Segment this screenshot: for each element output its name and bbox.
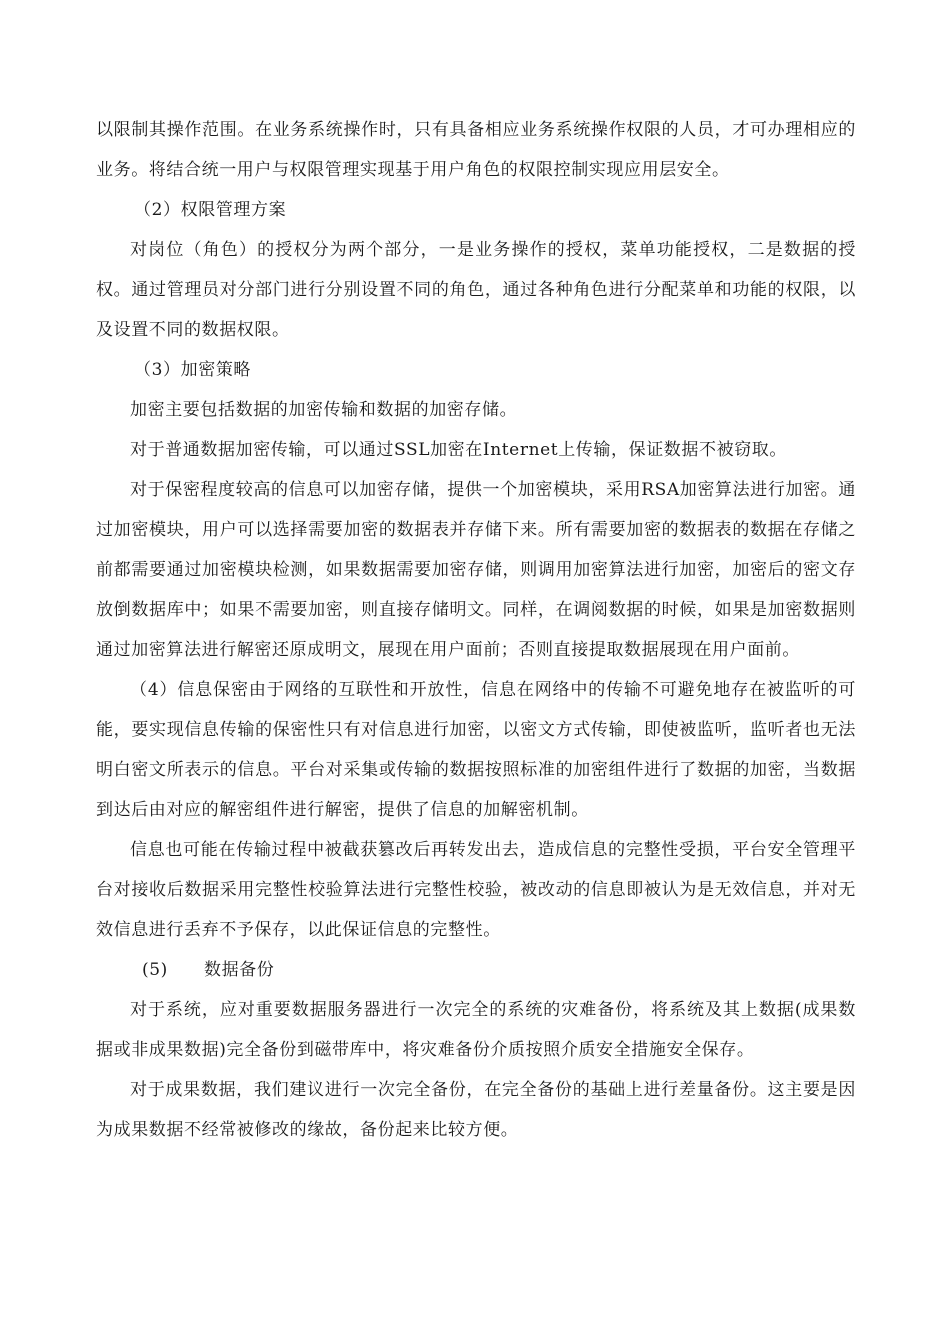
section-number: (5): [142, 960, 168, 980]
section-heading-encryption-strategy: [96, 350, 856, 390]
section-title: 权限管理方案: [180, 200, 287, 220]
section-number: （3）: [134, 360, 181, 380]
section-heading-data-backup: [96, 950, 856, 990]
paragraph-encryption-summary: 加密主要包括数据的加密传输和数据的加密存储。: [130, 400, 518, 420]
paragraph-information-confidentiality: （4）信息保密由于网络的互联性和开放性，信息在网络中的传输不可避免地存在被监听的可能，要实现信息传输的保密性只有对信息进行加密，以密文方式传输，即使被监听，监听者也无法明白密文所表示的信息。平台对采集或传输的数据按照标准的加密组件进行了数据的加密，当数据到达后由对应的解密组件进行解密，提供了信息的加解密机制。: [96, 680, 856, 820]
paragraph-access-control-intro: 以限制其操作范围。在业务系统操作时，只有具备相应业务系统操作权限的人员，才可办理相应的业务。将结合统一用户与权限管理实现基于用户角色的权限控制实现应用层安全。: [96, 120, 856, 180]
section-number: （2）: [134, 200, 181, 220]
document-body: [96, 110, 856, 1150]
section-title: 加密策略: [180, 360, 252, 380]
paragraph-integrity-verification: 信息也可能在传输过程中被截获篡改后再转发出去，造成信息的完整性受损，平台安全管理平台对接收后数据采用完整性校验算法进行完整性校验，被改动的信息即被认为是无效信息，并对无效信息进行丢弃不予保存，以此保证信息的完整性。: [96, 840, 856, 940]
paragraph-role-authorization: 对岗位（角色）的授权分为两个部分，一是业务操作的授权，菜单功能授权，二是数据的授权。通过管理员对分部门进行分别设置不同的角色，通过各种角色进行分配菜单和功能的权限，以及设置不同的数据权限。: [96, 240, 856, 340]
paragraph-differential-backup: 对于成果数据，我们建议进行一次完全备份，在完全备份的基础上进行差量备份。这主要是因为成果数据不经常被修改的缘故，备份起来比较方便。: [96, 1080, 856, 1140]
section-heading-permission-management: [96, 190, 856, 230]
paragraph-rsa-storage: 对于保密程度较高的信息可以加密存储，提供一个加密模块，采用RSA加密算法进行加密。通过加密模块，用户可以选择需要加密的数据表并存储下来。所有需要加密的数据表的数据在存储之前都需要通过加密模块检测，如果数据需要加密存储，则调用加密算法进行加密，加密后的密文存放倒数据库中；如果不需要加密，则直接存储明文。同样，在调阅数据的时候，如果是加密数据则通过加密算法进行解密还原成明文，展现在用户面前；否则直接提取数据展现在用户面前。: [96, 480, 856, 660]
paragraph-disaster-backup: 对于系统，应对重要数据服务器进行一次完全的系统的灾难备份，将系统及其上数据(成果数据或非成果数据)完全备份到磁带库中，将灾难备份介质按照介质安全措施安全保存。: [96, 1000, 856, 1060]
paragraph-ssl-transmission: 对于普通数据加密传输，可以通过SSL加密在Internet上传输，保证数据不被窃取。: [130, 440, 788, 460]
section-title: 数据备份: [204, 960, 275, 980]
